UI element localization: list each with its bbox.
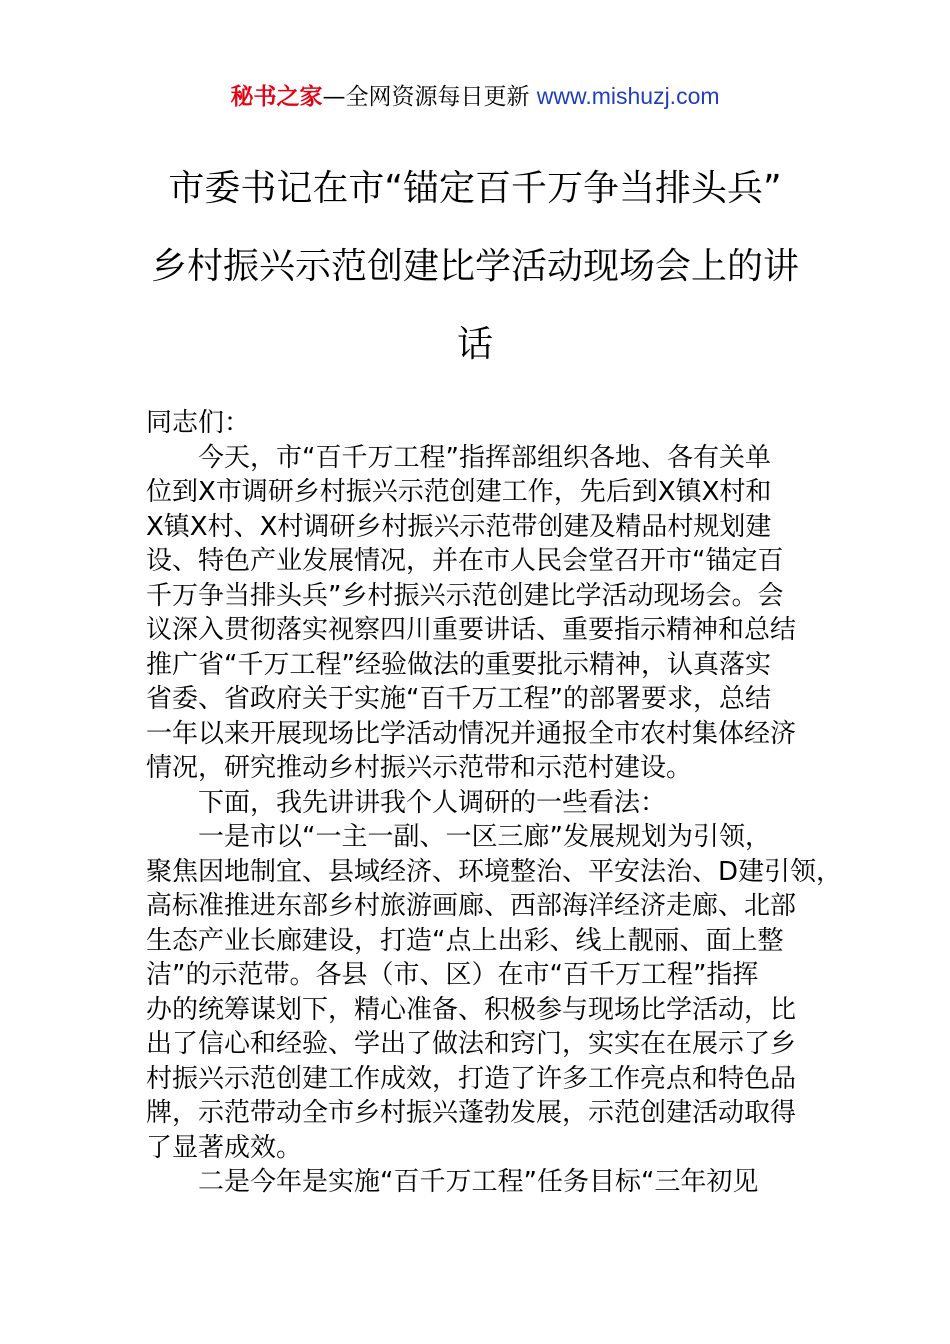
paragraph-line: 议深入贯彻落实视察四川重要讲话、重要指示精神和总结 [146,615,797,645]
paragraph-line: 一年以来开展现场比学活动情况并通报全市农村集体经济 [146,718,797,749]
document-body [146,406,846,1200]
site-header [0,80,950,113]
paragraph-line: 情况，研究推动乡村振兴示范带和示范村建设。 [146,753,693,783]
title-line: 话 [456,324,493,365]
paragraph-line: 洁”的示范带。各县（市、区）在市“百千万工程”指挥 [146,960,759,990]
document-title [140,150,810,384]
paragraph-line: 设、特色产业发展情况，并在市人民会堂召开市“锚定百 [146,546,784,576]
paragraph-line: 推广省“千万工程”经验做法的重要批示精神，认真落实 [146,649,771,680]
salutation: 同志们： [146,408,251,438]
paragraph-line: 出了信心和经验、学出了做法和窍门，实实在在展示了乡 [146,1029,797,1059]
paragraph-line: 聚焦因地制宜、县域经济、环境整治、平安法治、D建引领， [146,856,843,887]
paragraph-line: 高标准推进东部乡村旅游画廊、西部海洋经济走廊、北部 [146,891,797,921]
paragraph-line: 位到X市调研乡村振兴示范创建工作，先后到X镇X村和 [146,477,772,507]
site-brand: 秘书之家 [230,84,323,110]
paragraph-line: 下面，我先讲讲我个人调研的一些看法： [198,787,667,818]
title-line: 乡村振兴示范创建比学活动现场会上的讲 [150,246,799,287]
paragraph-line: 一是市以“一主一副、一区三廊”发展规划为引领， [198,822,771,852]
paragraph-line: X镇X村、X村调研乡村振兴示范带创建及精品村规划建 [146,511,772,542]
paragraph-line: 省委、省政府关于实施“百千万工程”的部署要求，总结 [146,684,771,714]
paragraph-line: 千万争当排头兵”乡村振兴示范创建比学活动现场会。会 [146,580,784,611]
site-url-link[interactable]: www.mishuzj.com [536,83,720,109]
paragraph-line: 今天，市“百千万工程”指挥部组织各地、各有关单 [198,442,771,473]
title-line: 市委书记在市“锚定百千万争当排头兵” [168,168,782,209]
paragraph-line: 生态产业长廊建设，打造“点上出彩、线上靓丽、面上整 [146,925,784,956]
paragraph-line: 村振兴示范创建工作成效，打造了许多工作亮点和特色品 [146,1063,797,1094]
paragraph-line: 二是今年是实施“百千万工程”任务目标“三年初见 [198,1167,759,1197]
paragraph-line: 牌，示范带动全市乡村振兴蓬勃发展，示范创建活动取得 [146,1098,797,1128]
site-tagline: —全网资源每日更新 [322,84,537,110]
paragraph-line: 了显著成效。 [146,1132,303,1163]
paragraph-line: 办的统筹谋划下，精心准备、积极参与现场比学活动，比 [146,994,797,1025]
